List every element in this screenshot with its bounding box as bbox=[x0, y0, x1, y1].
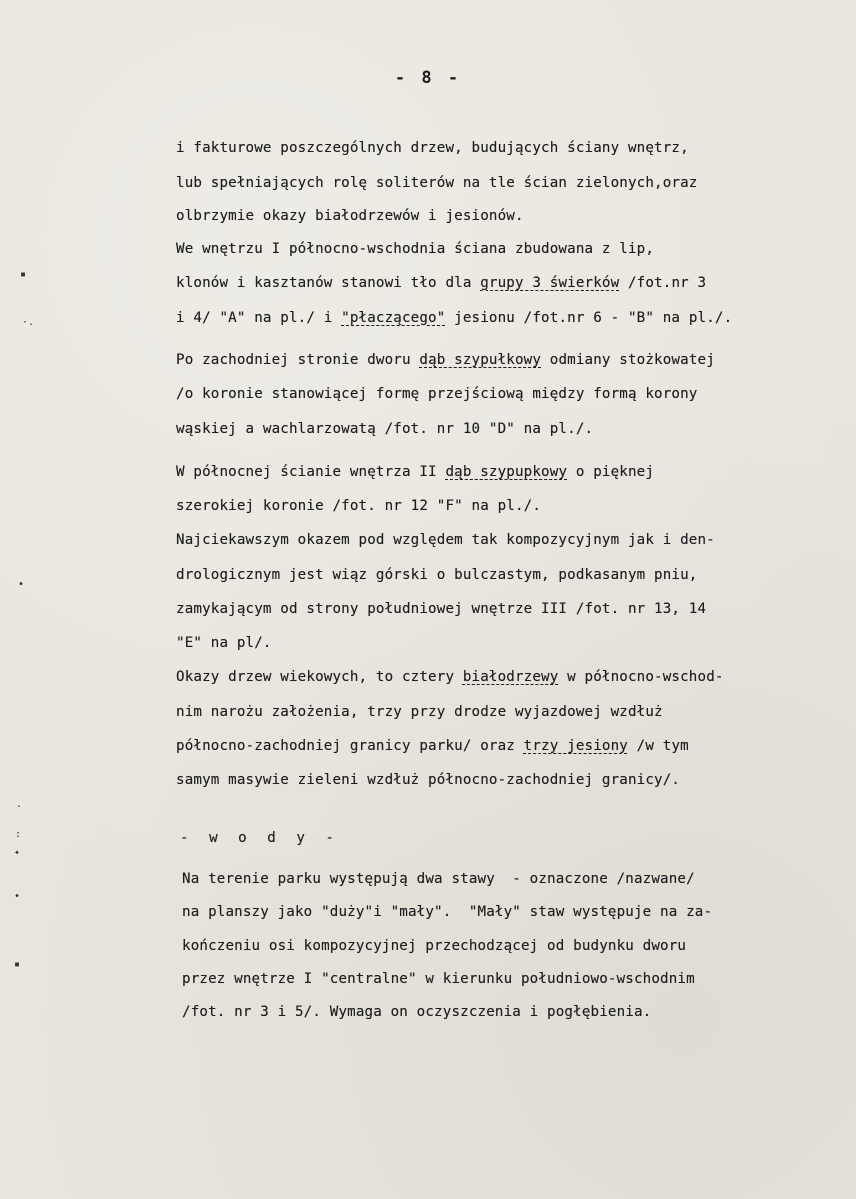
text-line bbox=[176, 668, 724, 686]
margin-mark: ·. bbox=[22, 317, 35, 328]
text-line: olbrzymie okazy białodrzewów i jesionów. bbox=[176, 208, 524, 224]
text-span: W północnej ścianie wnętrza II bbox=[176, 464, 446, 480]
text-span: /fot.nr 3 bbox=[619, 275, 707, 291]
text-line bbox=[176, 737, 689, 755]
text-line bbox=[176, 274, 706, 292]
text-line: nim narożu założenia, trzy przy drodze wyjazdowej wzdłuż bbox=[176, 704, 663, 720]
text-span: jesionu /fot.nr 6 - "B" na pl./. bbox=[445, 310, 733, 326]
text-line: "E" na pl/. bbox=[176, 635, 272, 651]
text-line: We wnętrzu I północno-wschodnia ściana zbudowana z lip, bbox=[176, 241, 655, 257]
margin-mark: • bbox=[14, 891, 21, 902]
underlined-text: trzy jesiony bbox=[523, 738, 628, 754]
text-span: Po zachodniej stronie dworu bbox=[176, 352, 420, 368]
text-line: kończeniu osi kompozycyjnej przechodzącej od budynku dworu bbox=[182, 938, 687, 954]
section-heading: - w o d y - bbox=[180, 830, 340, 846]
text-line bbox=[176, 309, 732, 327]
text-line: drologicznym jest wiąz górski o bulczastym, podkasanym pniu, bbox=[176, 567, 698, 583]
underlined-text: "płaczącego" bbox=[341, 310, 446, 326]
text-span: o pięknej bbox=[567, 464, 655, 480]
underlined-text: białodrzewy bbox=[462, 669, 559, 685]
text-line: na planszy jako "duży"i "mały". "Mały" staw występuje na za- bbox=[182, 904, 713, 920]
text-line: zamykającym od strony południowej wnętrze III /fot. nr 13, 14 bbox=[176, 601, 707, 617]
text-line: /fot. nr 3 i 5/. Wymaga on oczyszczenia i pogłębienia. bbox=[182, 1004, 652, 1020]
margin-mark: • bbox=[18, 579, 25, 590]
text-line: samym masywie zieleni wzdłuż północno-zachodniej granicy/. bbox=[176, 772, 681, 788]
text-span: i 4/ "A" na pl./ i bbox=[176, 310, 342, 326]
text-line: Najciekawszym okazem pod względem tak kompozycyjnym jak i den- bbox=[176, 532, 715, 548]
margin-mark: ✦ bbox=[14, 847, 21, 858]
text-line: /o koronie stanowiącej formę przejściową między formą korony bbox=[176, 386, 698, 402]
margin-mark: ▪ bbox=[14, 959, 21, 970]
margin-mark: . bbox=[16, 799, 23, 810]
text-line: i fakturowe poszczególnych drzew, budujących ściany wnętrz, bbox=[176, 140, 689, 156]
text-span: północno-zachodniej granicy parku/ oraz bbox=[176, 738, 524, 754]
text-line: Na terenie parku występują dwa stawy - oznaczone /nazwane/ bbox=[182, 871, 695, 887]
underlined-text: dąb szypupkowy bbox=[445, 464, 568, 480]
text-line: szerokiej koronie /fot. nr 12 "F" na pl./. bbox=[176, 498, 542, 514]
text-line bbox=[176, 351, 715, 369]
margin-mark: ▪ bbox=[20, 269, 27, 280]
text-span: /w tym bbox=[627, 738, 689, 754]
text-span: odmiany stożkowatej bbox=[541, 352, 715, 368]
text-span: w północno-wschod- bbox=[558, 669, 724, 685]
page-number: - 8 - bbox=[394, 68, 462, 88]
margin-mark: : bbox=[15, 829, 22, 840]
text-line: lub spełniających rolę soliterów na tle ścian zielonych,oraz bbox=[176, 175, 698, 191]
text-line bbox=[176, 463, 654, 481]
text-span: klonów i kasztanów stanowi tło dla bbox=[176, 275, 481, 291]
text-span: Okazy drzew wiekowych, to cztery bbox=[176, 669, 463, 685]
text-line: przez wnętrze I "centralne" w kierunku południowo-wschodnim bbox=[182, 971, 695, 987]
text-line: wąskiej a wachlarzowatą /fot. nr 10 "D" na pl./. bbox=[176, 421, 594, 437]
underlined-text: grupy 3 świerków bbox=[480, 275, 620, 291]
underlined-text: dąb szypułkowy bbox=[419, 352, 542, 368]
